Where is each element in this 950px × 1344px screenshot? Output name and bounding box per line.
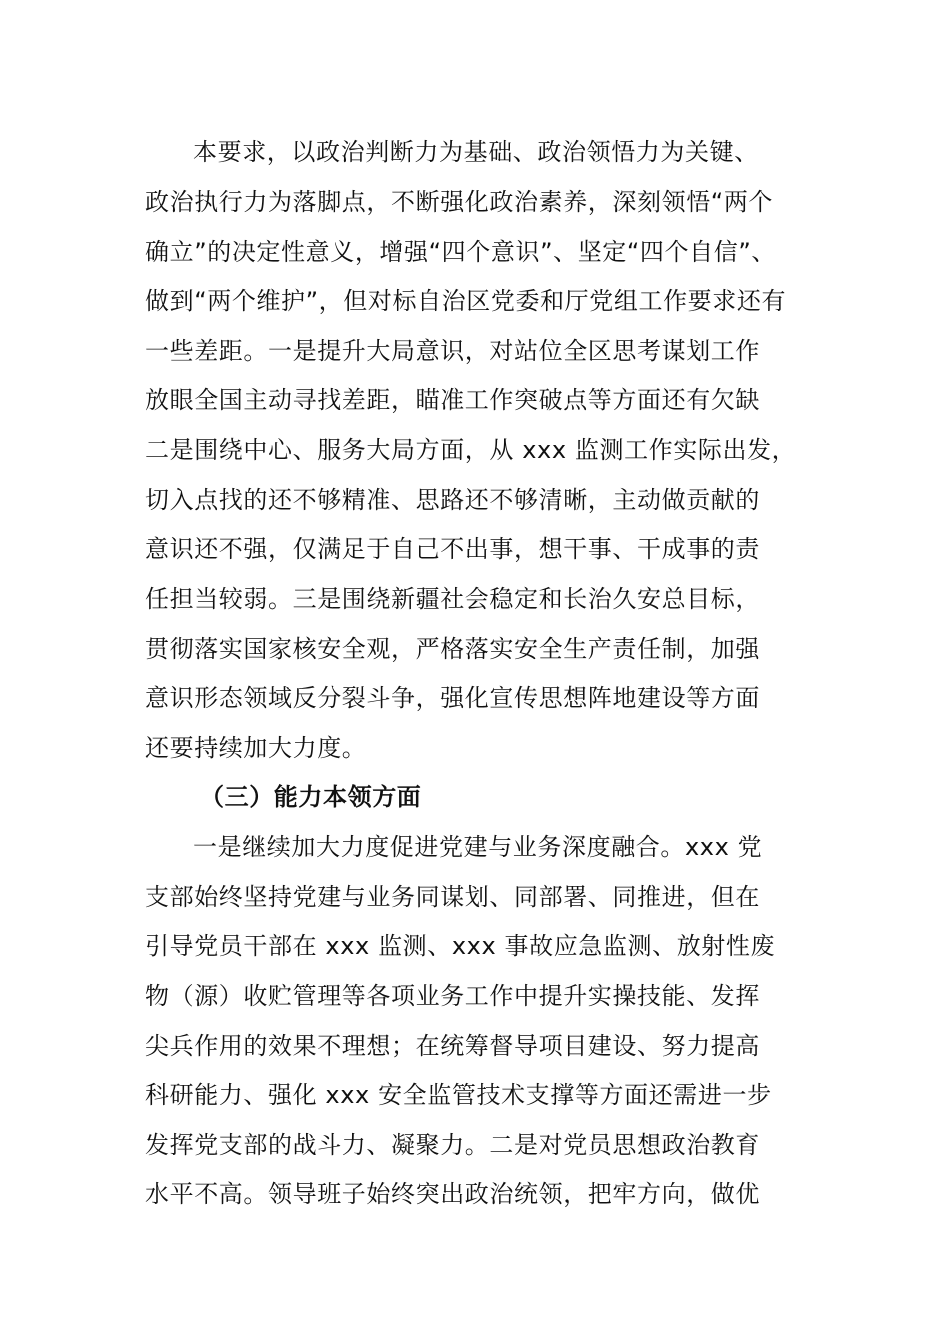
text-line: 物（源）收贮管理等各项业务工作中提升实操技能、发挥 (145, 982, 760, 1010)
text-line: 一些差距。一是提升大局意识，对站位全区思考谋划工作 (145, 337, 760, 365)
text-line: 任担当较弱。三是围绕新疆社会稳定和长治久安总目标， (145, 585, 760, 613)
text-line: 二是围绕中心、服务大局方面，从 xxx 监测工作实际出发， (145, 436, 797, 464)
text-line: 意识形态领域反分裂斗争，强化宣传思想阵地建设等方面 (145, 684, 760, 712)
text-line: 水平不高。领导班子始终突出政治统领，把牢方向，做优 (145, 1180, 760, 1208)
text-line: 贯彻落实国家核安全观，严格落实安全生产责任制，加强 (145, 635, 760, 663)
text-line: 切入点找的还不够精准、思路还不够清晰，主动做贡献的 (145, 486, 760, 514)
text-line: 做到“两个维护”，但对标自治区党委和厅党组工作要求还有 (145, 287, 787, 315)
text-line: 还要持续加大力度。 (145, 734, 367, 762)
text-line: 政治执行力为落脚点，不断强化政治素养，深刻领悟“两个 (145, 188, 774, 216)
text-line: 本要求，以政治判断力为基础、政治领悟力为关键、 (193, 138, 759, 166)
text-line: 放眼全国主动寻找差距，瞄准工作突破点等方面还有欠缺 (145, 386, 760, 414)
text-line: 尖兵作用的效果不理想；在统筹督导项目建设、努力提高 (145, 1032, 760, 1060)
text-line: 引导党员干部在 xxx 监测、xxx 事故应急监测、放射性废 (145, 932, 776, 960)
text-line: 意识还不强，仅满足于自己不出事，想干事、干成事的责 (145, 535, 760, 563)
text-line: 一是继续加大力度促进党建与业务深度融合。xxx 党 (193, 833, 763, 861)
text-line: 支部始终坚持党建与业务同谋划、同部署、同推进，但在 (145, 883, 760, 911)
text-line: 确立”的决定性意义，增强“四个意识”、坚定“四个自信”、 (145, 238, 776, 266)
text-line: 发挥党支部的战斗力、凝聚力。二是对党员思想政治教育 (145, 1131, 760, 1159)
section-heading: （三）能力本领方面 (200, 783, 422, 811)
text-line: 科研能力、强化 xxx 安全监管技术支撑等方面还需进一步 (145, 1081, 772, 1109)
